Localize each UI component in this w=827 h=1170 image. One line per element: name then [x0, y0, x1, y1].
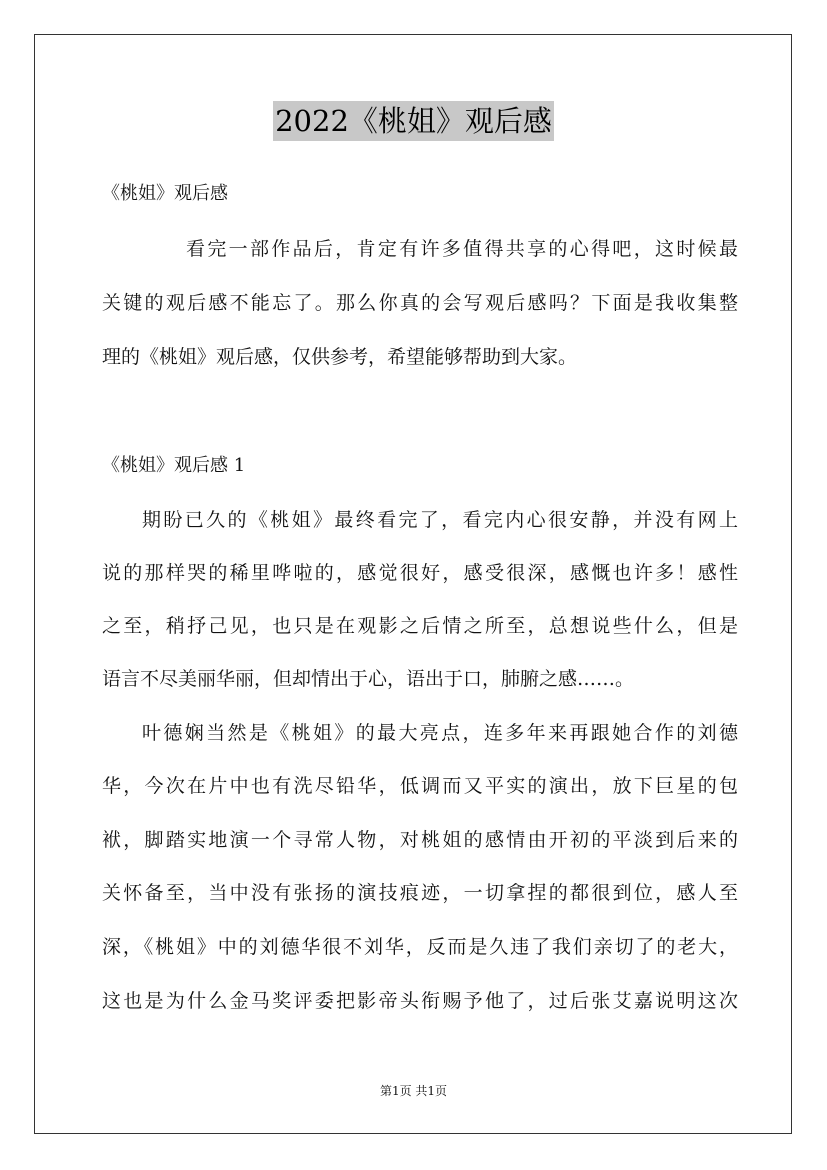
title-container — [0, 101, 827, 141]
paragraph-line: 语言不尽美丽华丽，但却情出于心，语出于口，肺腑之感……。 — [102, 668, 635, 690]
subheading: 《桃姐》观后感 — [102, 183, 228, 204]
paragraph-line: 说的那样哭的稀里哗啦的，感觉很好，感受很深，感慨也许多！感性 — [102, 562, 738, 584]
paragraph-line: 之至，稍抒己见，也只是在观影之后情之所至，总想说些什么，但是 — [102, 615, 738, 637]
intro-line: 看完一部作品后，肯定有许多值得共享的心得吧，这时候最 — [186, 238, 738, 260]
paragraph-line: 关怀备至，当中没有张扬的演技痕迹，一切拿捏的都很到位，感人至 — [102, 882, 738, 904]
paragraph-line: 期盼已久的《桃姐》最终看完了，看完内心很安静，并没有网上 — [142, 509, 738, 531]
paragraph-line: 袱，脚踏实地演一个寻常人物，对桃姐的感情由开初的平淡到后来的 — [102, 829, 738, 851]
document-title: 2022《桃姐》观后感 — [273, 101, 554, 141]
page-number-footer: 第1页 共1页 — [379, 1084, 448, 1098]
intro-line: 关键的观后感不能忘了。那么你真的会写观后感吗？下面是我收集整 — [102, 292, 738, 314]
paragraph-line: 华，今次在片中也有洗尽铅华，低调而又平实的演出，放下巨星的包 — [102, 775, 738, 797]
paragraph-line: 这也是为什么金马奖评委把影帝头衔赐予他了，过后张艾嘉说明这次 — [102, 990, 738, 1012]
intro-line: 理的《桃姐》观后感，仅供参考，希望能够帮助到大家。 — [102, 346, 578, 368]
section-heading: 《桃姐》观后感 1 — [102, 455, 246, 476]
paragraph-line: 深，《桃姐》中的刘德华很不刘华，反而是久违了我们亲切了的老大， — [102, 936, 738, 958]
paragraph-line: 叶德娴当然是《桃姐》的最大亮点，连多年来再跟她合作的刘德 — [142, 722, 738, 744]
